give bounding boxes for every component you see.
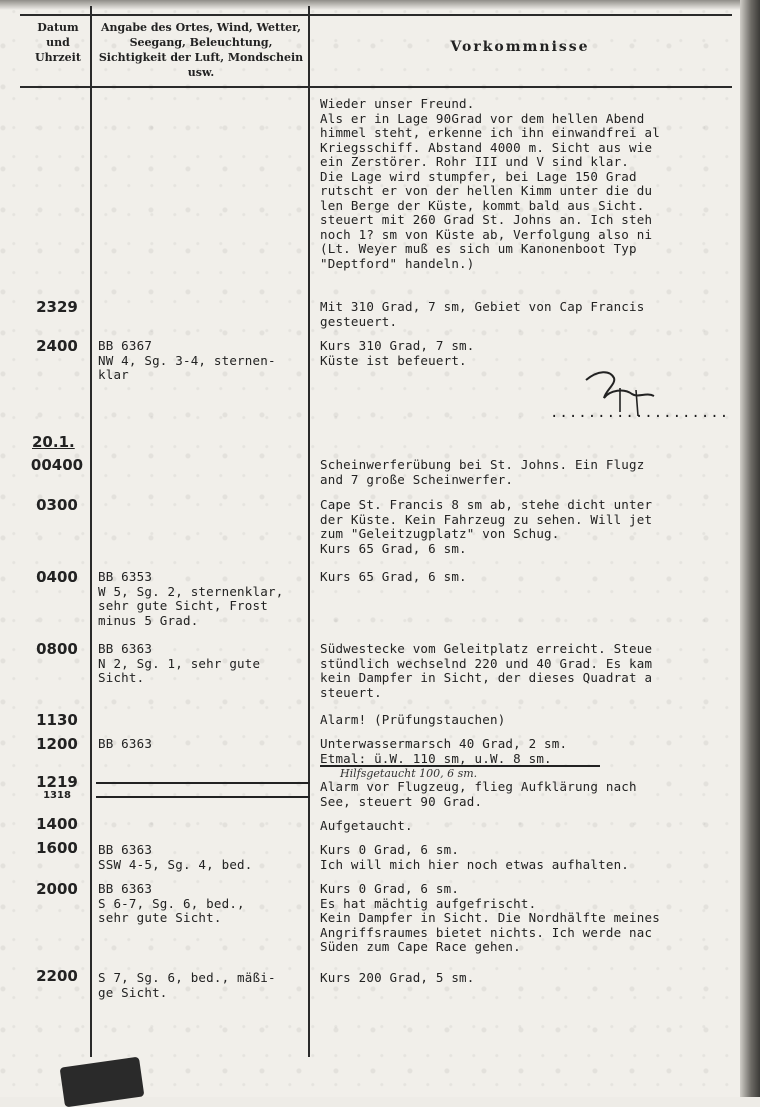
row-events: Wieder unser Freund. Als er in Lage 90Grad vor dem hellen Abend himmel steht, erkenne ich ihn einwandfrei al Kriegsschiff. Abstand 4000 m. Sicht aus wie ein Zerstörer. Rohr III und V sind klar. Die Lage wird stumpfer, bei Lage 150 Grad rutscht er von der hellen Kimm unter die du len Berge der Küste, kommt bald aus Sicht. steuert mit 260 Grad St. Johns an. Ich steh noch 1? sm von Küste ab, Verfolgung also ni (Lt. Weyer muß es sich um Kanonenboot Typ "Deptford" handeln.) — [320, 97, 660, 271]
row-time: 1600 — [36, 839, 78, 857]
row-time: 2200 — [36, 967, 78, 985]
row-time: 00400 — [30, 456, 84, 474]
row-events: Alarm vor Flugzeug, flieg Aufklärung nach See, steuert 90 Grad. — [320, 780, 637, 809]
row-place: S 7, Sg. 6, bed., mäßi- ge Sicht. — [98, 970, 276, 1000]
header-time-column: Datum und Uhrzeit — [35, 21, 81, 64]
signature-dotted-line: ................... — [550, 405, 730, 421]
row-time: 1200 — [36, 735, 78, 753]
handwritten-note: Hilfsgetaucht 100, 6 sm. — [340, 767, 478, 780]
row-time: 1219 — [36, 773, 78, 791]
row-events: Kurs 65 Grad, 6 sm. — [320, 570, 467, 584]
header-top-rule — [20, 14, 732, 16]
page-right-edge — [740, 0, 760, 1097]
row-time: 1130 — [36, 711, 78, 729]
row-events: Mit 310 Grad, 7 sm, Gebiet von Cap Francis gesteuert. — [320, 300, 645, 329]
row-place: BB 6367 NW 4, Sg. 3-4, sternen- klar — [98, 338, 276, 382]
row-place: BB 6363 — [98, 736, 153, 751]
row-place: BB 6363 S 6-7, Sg. 6, bed., sehr gute Sicht. — [98, 881, 245, 925]
row-events: Kurs 0 Grad, 6 sm. Ich will mich hier noch etwas aufhalten. — [320, 843, 630, 872]
row-events: Scheinwerferübung bei St. Johns. Ein Flugz and 7 große Scheinwerfer. — [320, 458, 645, 487]
column-divider-1 — [90, 6, 92, 1057]
row-time: 2329 — [36, 298, 78, 316]
page-top-edge — [0, 0, 760, 10]
arrow-line — [96, 796, 310, 798]
row-time: 2000 — [36, 880, 78, 898]
ink-blot — [60, 1057, 145, 1107]
row-events: Kurs 200 Grad, 5 sm. — [320, 971, 475, 985]
row-events: Cape St. Francis 8 sm ab, stehe dicht unter der Küste. Kein Fahrzeug zu sehen. Will jet zum "Geleitzugplatz" von Schug. Kurs 65 Grad, 6 sm. — [320, 498, 653, 556]
date-mark: 20.1. — [32, 433, 75, 451]
row-events: Kurs 310 Grad, 7 sm. Küste ist befeuert. — [320, 339, 475, 368]
row-events: Südwestecke vom Geleitplatz erreicht. Steue stündlich wechselnd 220 und 40 Grad. Es kam kein Dampfer in Sicht, der dieses Quadrat a steuert. — [320, 642, 653, 700]
row-time: 0800 — [36, 640, 78, 658]
row-events: Alarm! (Prüfungstauchen) — [320, 713, 506, 727]
row-time: 0400 — [36, 568, 78, 586]
row-time: 2400 — [36, 337, 78, 355]
header-place-column: Angabe des Ortes, Wind, Wetter, Seegang, Beleuchtung, Sichtigkeit der Luft, Mondschein usw. — [98, 21, 304, 79]
row-place: BB 6363 N 2, Sg. 1, sehr gute Sicht. — [98, 641, 261, 685]
row-time: 1400 — [36, 815, 78, 833]
row-place: BB 6363 SSW 4-5, Sg. 4, bed. — [98, 842, 253, 872]
arrow-line — [96, 782, 310, 784]
header-events-column: Vorkommnisse — [450, 39, 590, 55]
row-events: Kurs 0 Grad, 6 sm. Es hat mächtig aufgefrischt. Kein Dampfer in Sicht. Die Nordhälfte meines Angriffsraumes bietet nichts. Ich werde nac Süden zum Cape Race gehen. — [320, 882, 660, 954]
row-events: Aufgetaucht. — [320, 819, 413, 833]
header-bottom-rule — [20, 86, 732, 88]
row-time: 0300 — [36, 496, 78, 514]
row-place: BB 6353 W 5, Sg. 2, sternenklar, sehr gute Sicht, Frost minus 5 Grad. — [98, 569, 284, 628]
row-events: Unterwassermarsch 40 Grad, 2 sm. Etmal: ü.W. 110 sm, u.W. 8 sm. — [320, 737, 568, 766]
row-time-secondary: 1318 — [43, 790, 71, 801]
